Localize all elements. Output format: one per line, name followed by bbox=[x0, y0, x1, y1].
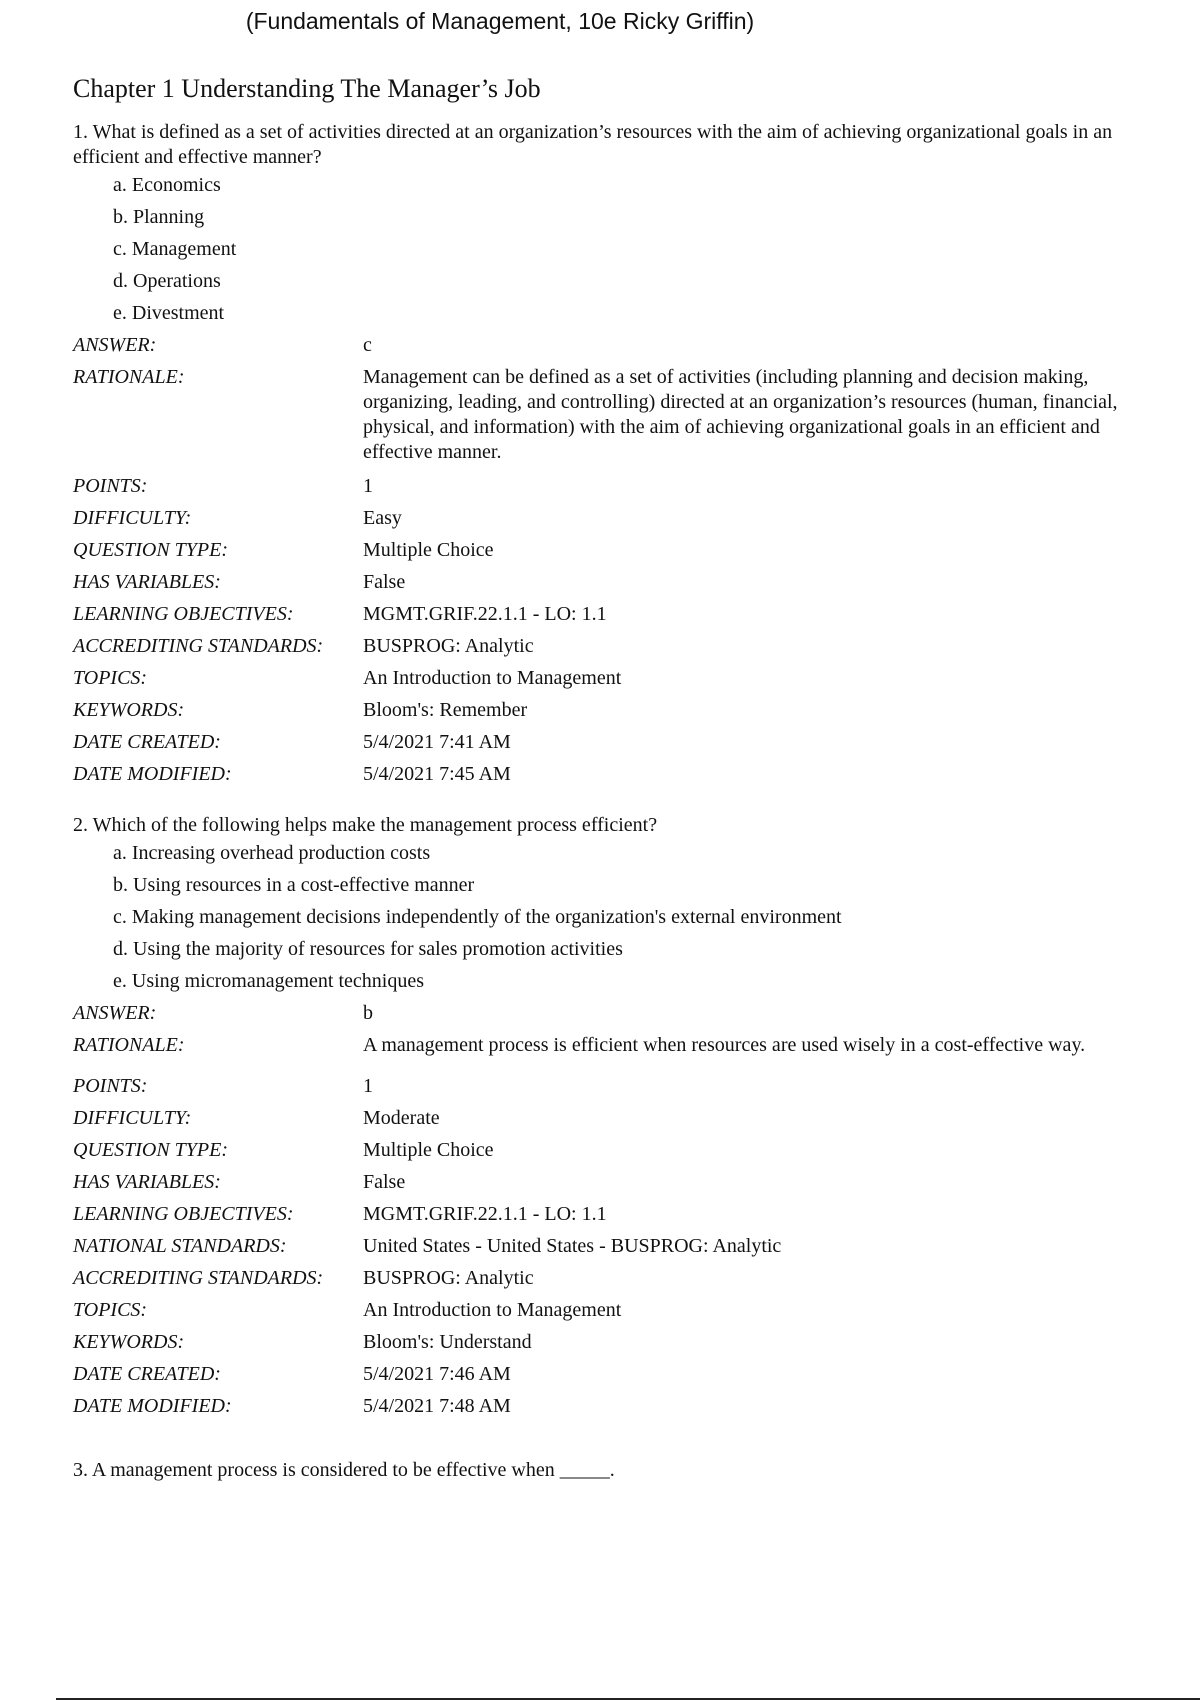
meta-label: DATE MODIFIED: bbox=[73, 1395, 232, 1417]
answer-choices bbox=[73, 838, 1133, 998]
meta-value: Bloom's: Understand bbox=[363, 1331, 532, 1353]
choice-b: b. Using resources in a cost-effective manner bbox=[113, 874, 475, 896]
meta-row bbox=[73, 1103, 1133, 1135]
answer-row bbox=[73, 998, 1133, 1030]
choice-e: e. Using micromanagement techniques bbox=[113, 970, 425, 992]
meta-label: TOPICS: bbox=[73, 1299, 148, 1321]
meta-row bbox=[73, 631, 1133, 663]
meta-row bbox=[73, 535, 1133, 567]
question-stem: 3. A management process is considered to be effective when _____. bbox=[73, 1459, 615, 1481]
meta-row bbox=[73, 1167, 1133, 1199]
meta-value: 5/4/2021 7:46 AM bbox=[363, 1363, 511, 1385]
meta-row bbox=[73, 1391, 1133, 1423]
meta-value: False bbox=[363, 1171, 406, 1193]
meta-label: DATE MODIFIED: bbox=[73, 763, 232, 785]
meta-label: LEARNING OBJECTIVES: bbox=[73, 603, 294, 625]
meta-value: MGMT.GRIF.22.1.1 - LO: 1.1 bbox=[363, 1203, 607, 1225]
book-title: (Fundamentals of Management, 10e Ricky Griffin) bbox=[245, 8, 755, 34]
meta-row bbox=[73, 1199, 1133, 1231]
meta-label: HAS VARIABLES: bbox=[73, 571, 221, 593]
choice-a: a. Economics bbox=[113, 174, 221, 196]
meta-value: Moderate bbox=[363, 1107, 440, 1129]
answer-value: c bbox=[363, 334, 372, 356]
meta-row bbox=[73, 567, 1133, 599]
question-2 bbox=[73, 813, 1133, 1423]
choice-d: d. Using the majority of resources for sales promotion activities bbox=[113, 938, 623, 960]
meta-label: LEARNING OBJECTIVES: bbox=[73, 1203, 294, 1225]
meta-label: KEYWORDS: bbox=[73, 1331, 185, 1353]
answer-choices bbox=[73, 170, 1133, 330]
meta-label: POINTS: bbox=[73, 1075, 148, 1097]
meta-value: Multiple Choice bbox=[363, 1139, 494, 1161]
question-metadata bbox=[73, 998, 1133, 1423]
question-stem: 2. Which of the following helps make the management process efficient? bbox=[73, 814, 658, 836]
meta-value: 1 bbox=[363, 1075, 373, 1097]
meta-row bbox=[73, 471, 1133, 503]
meta-row bbox=[73, 695, 1133, 727]
choice-c: c. Management bbox=[113, 238, 237, 260]
meta-row bbox=[73, 1295, 1133, 1327]
meta-row bbox=[73, 599, 1133, 631]
meta-value: 5/4/2021 7:48 AM bbox=[363, 1395, 511, 1417]
meta-value: MGMT.GRIF.22.1.1 - LO: 1.1 bbox=[363, 603, 607, 625]
rationale-row bbox=[73, 1030, 1133, 1071]
meta-row bbox=[73, 727, 1133, 759]
meta-row bbox=[73, 663, 1133, 695]
meta-row bbox=[73, 1263, 1133, 1295]
meta-value: An Introduction to Management bbox=[363, 1299, 622, 1321]
meta-label: NATIONAL STANDARDS: bbox=[73, 1235, 287, 1257]
meta-label: ANSWER: bbox=[73, 334, 157, 356]
meta-label: QUESTION TYPE: bbox=[73, 1139, 229, 1161]
meta-value: 5/4/2021 7:45 AM bbox=[363, 763, 511, 785]
meta-label: POINTS: bbox=[73, 475, 148, 497]
meta-label: QUESTION TYPE: bbox=[73, 539, 229, 561]
meta-value: False bbox=[363, 571, 406, 593]
meta-value: United States - United States - BUSPROG: Analytic bbox=[363, 1235, 782, 1257]
rationale-value: A management process is efficient when resources are used wisely in a cost-effective way. bbox=[363, 1034, 1086, 1056]
meta-row bbox=[73, 1327, 1133, 1359]
rationale-row bbox=[73, 362, 1133, 471]
meta-label: HAS VARIABLES: bbox=[73, 1171, 221, 1193]
meta-value: BUSPROG: Analytic bbox=[363, 635, 534, 657]
meta-label: KEYWORDS: bbox=[73, 699, 185, 721]
meta-row bbox=[73, 1071, 1133, 1103]
meta-label: ACCREDITING STANDARDS: bbox=[73, 1267, 324, 1289]
meta-label: DATE CREATED: bbox=[73, 1363, 221, 1385]
choice-b: b. Planning bbox=[113, 206, 205, 228]
meta-label: DATE CREATED: bbox=[73, 731, 221, 753]
meta-label: DIFFICULTY: bbox=[73, 1107, 192, 1129]
answer-row bbox=[73, 330, 1133, 362]
meta-label: RATIONALE: bbox=[73, 366, 185, 388]
meta-value: Easy bbox=[363, 507, 402, 529]
question-1 bbox=[73, 120, 1133, 791]
meta-label: RATIONALE: bbox=[73, 1034, 185, 1056]
choice-a: a. Increasing overhead production costs bbox=[113, 842, 431, 864]
meta-row bbox=[73, 1135, 1133, 1167]
rationale-value: Management can be defined as a set of activities (including planning and decision making, organizing, leading, and controlling) directed at an organization’s resources (human, financial, physical, and information) with the aim of achieving organizational goals in an efficient and effective manner. bbox=[363, 366, 1118, 463]
choice-c: c. Making management decisions independently of the organization's external environment bbox=[113, 906, 842, 928]
meta-value: Multiple Choice bbox=[363, 539, 494, 561]
question-stem: 1. What is defined as a set of activities directed at an organization’s resources with the aim of achieving organizational goals in an efficient and effective manner? bbox=[73, 121, 1113, 168]
meta-row bbox=[73, 503, 1133, 535]
meta-value: Bloom's: Remember bbox=[363, 699, 528, 721]
meta-value: 5/4/2021 7:41 AM bbox=[363, 731, 511, 753]
choice-e: e. Divestment bbox=[113, 302, 225, 324]
meta-row bbox=[73, 1231, 1133, 1263]
question-metadata bbox=[73, 330, 1133, 791]
question-3 bbox=[73, 1458, 1133, 1483]
meta-value: An Introduction to Management bbox=[363, 667, 622, 689]
meta-label: ACCREDITING STANDARDS: bbox=[73, 635, 324, 657]
choice-d: d. Operations bbox=[113, 270, 221, 292]
chapter-title: Chapter 1 Understanding The Manager’s Job bbox=[73, 74, 541, 103]
meta-value: BUSPROG: Analytic bbox=[363, 1267, 534, 1289]
answer-value: b bbox=[363, 1002, 373, 1024]
meta-row bbox=[73, 1359, 1133, 1391]
meta-row bbox=[73, 759, 1133, 791]
meta-label: TOPICS: bbox=[73, 667, 148, 689]
meta-label: ANSWER: bbox=[73, 1002, 157, 1024]
meta-label: DIFFICULTY: bbox=[73, 507, 192, 529]
meta-value: 1 bbox=[363, 475, 373, 497]
